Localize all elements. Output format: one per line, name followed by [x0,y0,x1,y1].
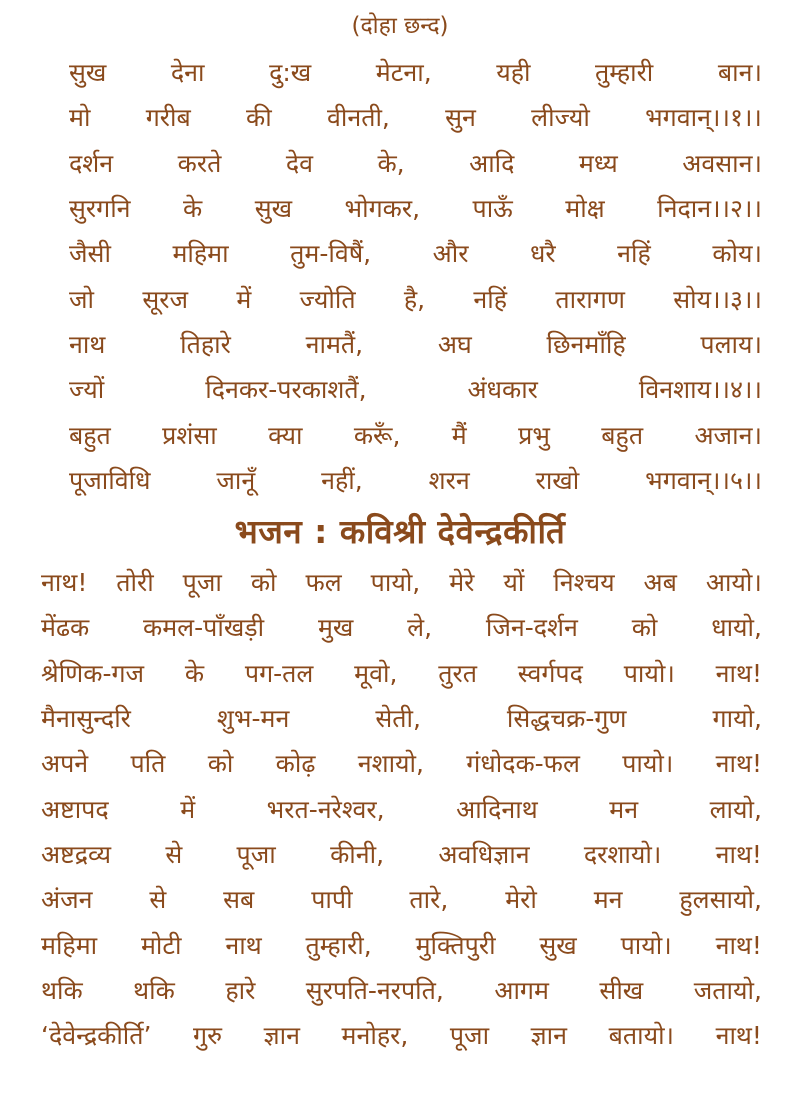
bhajan-line [41,786,762,831]
verse-word: की [246,103,272,133]
verse-word: अवसान। [682,148,762,178]
verse-word: कोढ़ [275,749,316,779]
verse-word: पूजाविधि [69,465,151,495]
verse-word: में [236,284,252,314]
verse-word: तोरी [116,568,154,598]
verse-word: नाथ! [715,930,762,960]
bhajan-line [41,651,762,696]
verse-word: करूँ, [353,420,401,450]
verse-word: जो [69,284,95,314]
verse-word: ज्ञान [263,1021,300,1051]
verse-word: यों [503,568,525,598]
verse-word: पूजा [449,1021,490,1051]
verse-word: मो [69,103,91,133]
verse-word: आदिनाथ [456,794,538,824]
verse-word: ज्ञान [530,1021,568,1051]
verse-word: बहुत [69,420,111,450]
verse-word: थकि [133,975,175,1005]
verse-word: तुरत [438,658,477,688]
verse-word: दर्शन [69,148,114,178]
verse-word: सब [223,885,255,915]
verse-word: पाऊँ [472,194,513,224]
verse-word: कीनी, [330,839,385,869]
verse-word: नहीं, [321,465,363,495]
verse-word: छिनमाँहि [546,329,626,359]
verse-word: निदान।।२।। [657,194,762,224]
verse-word: नहिं [473,284,508,314]
verse-word: शरन [428,465,470,495]
verse-word: अष्टापद [41,794,109,824]
verse-word: पग-तल [244,658,314,688]
verse-word: मुख [317,613,354,643]
verse-word: हुलसायो, [679,885,762,915]
verse-word: पापी [311,885,353,915]
verse-word: को [207,749,234,779]
doha-line [69,186,762,231]
bhajan-line [41,877,762,922]
doha-line [69,141,762,186]
verse-word: भगवान्।।५।। [645,465,762,495]
doha-line [69,458,762,503]
verse-word: में [180,794,196,824]
verse-word: नाथ! [41,568,88,598]
verse-word: देव [285,148,313,178]
verse-word: मैं [451,420,467,450]
verse-word: सुरगनि [69,194,131,224]
doha-line [69,231,762,276]
doha-line [69,95,762,140]
verse-word: सुरपति-नरपति, [305,975,444,1005]
verse-word: मन [609,794,639,824]
verse-word: हारे [225,975,256,1005]
verse-word: से [149,885,167,915]
verse-word: तुम-विषैं, [290,239,372,269]
doha-line [69,276,762,321]
verse-word: कोय। [712,239,762,269]
verse-word: धायो, [711,613,762,643]
verse-word: मेरे [449,568,475,598]
verse-word: करते [177,148,222,178]
doha-line [69,367,762,412]
verse-word: श्रेणिक-गज [41,658,145,688]
verse-word: के, [377,148,405,178]
verse-word: लीज्यो [531,103,590,133]
verse-word: पायो, [370,568,421,598]
verse-word: मनोहर, [341,1021,409,1051]
verse-word: मेंढक [41,613,90,643]
verse-word: अब [643,568,677,598]
verse-word: पायो। [620,930,672,960]
verse-word: अजान। [694,420,762,450]
verse-word: सेती, [375,704,421,734]
verse-word: मूवो, [354,658,398,688]
verse-word: मैनासुन्दरि [41,704,131,734]
verse-word: और [432,239,469,269]
verse-word: बहुत [601,420,644,450]
verse-word: सुख [539,930,577,960]
verse-word: आयो। [705,568,762,598]
verse-word: पूजा [236,839,276,869]
verse-word: जानूँ [216,465,256,495]
verse-word: बान। [717,58,762,88]
verse-word: सूरज [142,284,189,314]
doha-line [69,412,762,457]
verse-word: सीख [599,975,644,1005]
verse-word: पति [130,749,166,779]
doha-line [69,50,762,95]
verse-word: फल [305,568,342,598]
verse-word: तारे, [409,885,449,915]
verse-word: भरत-नरेश्वर, [266,794,385,824]
verse-word: गायो, [712,704,762,734]
verse-word: सुन [445,103,476,133]
verse-word: मुक्तिपुरी [415,930,496,960]
bhajan-verses [41,560,762,1058]
verse-word: मेरो [505,885,537,915]
verse-word: के [183,194,203,224]
verse-word: आदि [469,148,515,178]
verse-word: थकि [41,975,83,1005]
verse-word: को [250,568,277,598]
verse-word: नाथ [225,930,262,960]
verse-word: मेटना, [375,58,432,88]
verse-word: को [631,613,658,643]
verse-word: मन [593,885,623,915]
verse-word: स्वर्गपद [517,658,583,688]
verse-word: सिद्धचक्र-गुण [506,704,627,734]
verse-word: अंधकार [467,375,538,405]
verse-word: है, [403,284,426,314]
verse-word: नाथ! [715,749,762,779]
verse-word: दु:ख [269,58,312,88]
verse-word: नशायो, [357,749,424,779]
verse-word: अष्टद्रव्य [41,839,112,869]
verse-word: अंजन [41,885,93,915]
verse-word: तारागण [555,284,625,314]
verse-word: ‘देवेन्द्रकीर्ति’ [41,1021,152,1051]
verse-word: के [184,658,205,688]
verse-word: ज्यों [69,375,105,405]
verse-word: कमल-पाँखड़ी [143,613,265,643]
verse-word: महिमा [172,239,229,269]
verse-word: अपने [41,749,89,779]
verse-word: दरशायो। [583,839,662,869]
verse-word: तिहारे [180,329,231,359]
verse-word: मध्य [578,148,618,178]
verse-word: प्रशंसा [162,420,217,450]
verse-word: सुख [254,194,293,224]
verse-word: गरीब [145,103,191,133]
verse-word: गुरु [193,1021,223,1051]
verse-word: निश्चय [553,568,615,598]
verse-word: सुख [69,58,107,88]
verse-word: बतायो। [608,1021,675,1051]
bhajan-line [41,741,762,786]
verse-word: तुम्हारी [595,58,654,88]
verse-word: पलाय। [700,329,762,359]
verse-word: तुम्हारी, [305,930,372,960]
verse-word: पायो। [623,658,675,688]
verse-word: देना [170,58,205,88]
verse-word: धरै [530,239,556,269]
verse-word: नाथ! [715,839,762,869]
verse-word: लायो, [709,794,762,824]
bhajan-line [41,832,762,877]
verse-word: मोक्ष [565,194,605,224]
verse-word: भगवान्।।१।। [645,103,762,133]
bhajan-line [41,968,762,1013]
doha-line [69,322,762,367]
verse-word: नामतैं, [305,329,364,359]
verse-word: प्रभु [518,420,550,450]
verse-word: अघ [437,329,472,359]
verse-word: जतायो, [693,975,762,1005]
verse-word: विनशाय।।४।। [638,375,762,405]
bhajan-line [41,1013,762,1058]
verse-word: मोटी [140,930,182,960]
doha-heading: (दोहा छन्द) [351,13,449,39]
verse-word: पायो। [622,749,674,779]
verse-word: आगम [494,975,549,1005]
bhajan-title: भजन : कविश्री देवेन्द्रकीर्ति [234,512,566,551]
verse-word: जिन-दर्शन [485,613,578,643]
verse-word: नाथ! [715,658,762,688]
doha-verses [69,50,762,503]
bhajan-line [41,922,762,967]
verse-word: नहिं [617,239,651,269]
verse-word: शुभ-मन [216,704,290,734]
verse-word: सोय।।३।। [673,284,762,314]
verse-word: यही [496,58,531,88]
verse-word: ज्योति [299,284,356,314]
verse-word: वीनती, [326,103,390,133]
verse-word: महिमा [41,930,98,960]
verse-word: राखो [535,465,580,495]
verse-word: क्या [268,420,303,450]
verse-word: नाथ [69,329,106,359]
bhajan-line [41,696,762,741]
verse-word: ले, [407,613,433,643]
verse-word: नाथ! [715,1021,762,1051]
verse-word: पूजा [182,568,222,598]
verse-word: गंधोदक-फल [466,749,580,779]
verse-word: जैसी [69,239,111,269]
verse-word: अवधिज्ञान [438,839,530,869]
bhajan-line [41,560,762,605]
verse-word: दिनकर-परकाशतैं, [205,375,367,405]
bhajan-line [41,605,762,650]
verse-word: भोगकर, [344,194,421,224]
verse-word: से [165,839,183,869]
